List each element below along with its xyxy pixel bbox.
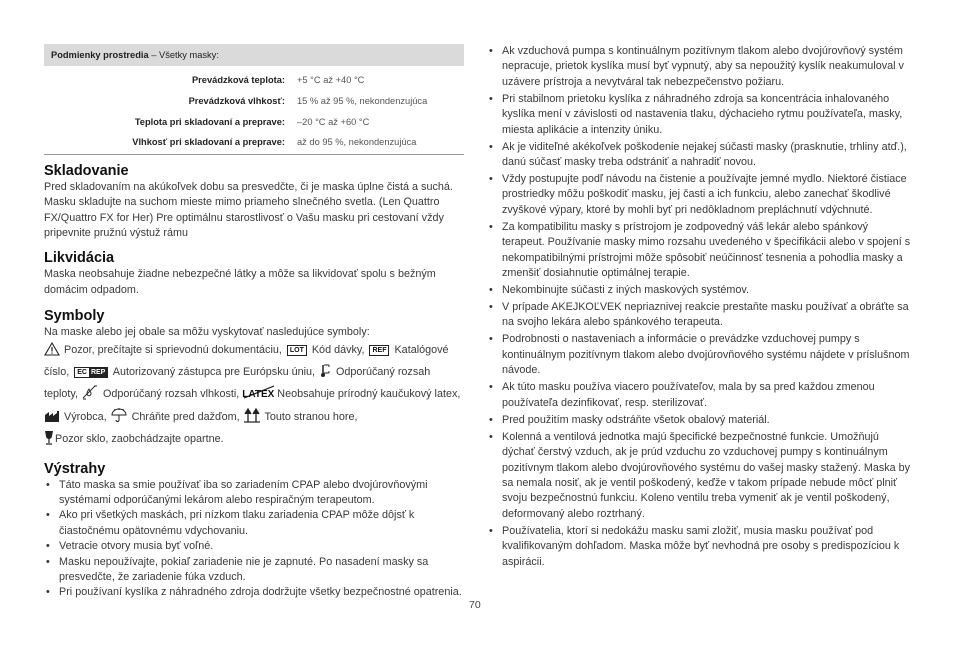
- environment-row: [44, 70, 464, 91]
- page-number: 70: [469, 599, 481, 611]
- list-item: • Ak vzduchová pumpa s kontinuálnym pozitívnym tlakom alebo dvojúrovňový systém nepracuje, prietok kyslíka musí byť vypnutý, aby sa nepoužitý kyslík neakumuloval v uzávere prístroja a nevytváral tak nebezpečenstvo požiaru.: [487, 44, 911, 90]
- disposal-title: Likvidácia: [44, 250, 115, 267]
- env-row-label: Prevádzková vlhkosť:: [188, 96, 285, 107]
- warnings-list-left: [44, 478, 464, 601]
- latex-icon: [242, 385, 274, 404]
- temp-text: Odporúčaný rozsah teploty,: [44, 365, 431, 400]
- ec-text: Autorizovaný zástupca pre Európsku úniu,: [110, 365, 319, 378]
- list-item: • Pred použitím masky odstráňte všetok obalový materiál.: [487, 413, 911, 428]
- env-row-label: Prevádzková teplota:: [191, 75, 285, 86]
- list-item: • Ak je viditeľné akékoľvek poškodenie nejakej súčasti masky (prasknutie, trhliny atď.), danú súčasť masky treba odstrániť a nahradiť novou.: [487, 140, 911, 171]
- environment-heading-bold: Podmienky prostredia: [51, 50, 149, 60]
- list-item: • Vetracie otvory musia byť voľné.: [44, 539, 464, 554]
- caution-icon: [44, 342, 60, 363]
- ref-text: Katalógové číslo,: [44, 343, 449, 378]
- environment-row: [44, 132, 464, 153]
- storage-title: Skladovanie: [44, 162, 129, 179]
- list-item: • Za kompatibilitu masky s prístrojom je zodpovedný váš lekár alebo spánkový terapeut. Používanie masky mimo rozsahu uvedeného v špecifikácii alebo v spojení s nekompatibilnými prístrojmi môže spôsobiť neúčinnosť tesnenia a pohodlia masky a zmenšiť dosiahnutie optimálnej terapie.: [487, 220, 911, 282]
- ec-rep-icon-left: EC: [77, 368, 87, 376]
- list-item: • Pri používaní kyslíka z náhradného zdroja dodržujte všetky bezpečnostné opatrenia.: [44, 585, 464, 600]
- glass-text: Pozor sklo, zaobchádzajte opartne.: [55, 432, 224, 445]
- caution-text: Pozor, prečítajte si sprievodnú dokumentáciu,: [61, 343, 285, 356]
- warnings-list-right: [487, 44, 911, 570]
- environment-table: [44, 44, 464, 155]
- symbols-intro: Na maske alebo jej obale sa môžu vyskytovať nasledujúce symboly:: [44, 326, 370, 339]
- lot-text: Kód dávky,: [308, 343, 368, 356]
- symbols-title: Symboly: [44, 308, 105, 325]
- list-item: • Vždy postupujte podľ návodu na čistenie a používajte jemné mydlo. Niektoré čistiace prostriedky môžu poškodiť masku, jej časti a ich funkciu, alebo zanechať škodlivé zvyškové výpary, ktoré by mohli byť pri nedôkladnom prepláchnutí vdýchnuté.: [487, 172, 911, 218]
- humidity-text: Odporúčaný rozsah vlhkosti,: [100, 387, 243, 400]
- list-item: • Ako pri všetkých maskách, pri nízkom tlaku zariadenia CPAP môže dôjsť k čiastočnému opätovnému vdychovaniu.: [44, 508, 464, 539]
- list-item: • Ak túto masku používa viacero používateľov, mala by sa pred každou zmenou používateľa dezinfikovať, resp. sterilizovať.: [487, 380, 911, 411]
- table-divider: [44, 154, 464, 155]
- list-item: • V prípade AKEJKOĽVEK nepriaznivej reakcie prestaňte masku používať a obráťte sa na svojho lekára alebo spánkového terapeuta.: [487, 300, 911, 331]
- env-row-value: až do 95 %, nekondenzujúca: [297, 137, 417, 148]
- latex-icon-label: LATEX: [242, 388, 275, 400]
- ref-icon: REF: [369, 345, 389, 356]
- list-item: • Používatelia, ktorí si nedokážu masku sami zložiť, musia masku používať pod kvalifikovaným dohľadom. Maska môže byť nevhodná pre osoby s predispozíciou k aspirácii.: [487, 524, 911, 570]
- env-row-label: Teplota pri skladovaní a preprave:: [134, 116, 285, 127]
- list-item: • Kolenná a ventilová jednotka majú špecifické bezpečnostné funkcie. Umožňujú dýchať čerstvý vzduch, ak je prúd vzduchu zo vzduchovej pumpy s kontinuálnym pozitívnym tlakom alebo dvojúrovňového systému do vašej masky stažený. Maska by sa nemala nosiť, ak je ventil poškodený, keďže v takom prípade nebude môcť plniť svoju bezpečnostnú funkciu. Koleno ventilu treba vymeniť ak je ventil poškodený, deformovaný alebo roztrhaný.: [487, 430, 911, 522]
- fragile-glass-icon: [44, 430, 54, 452]
- disposal-section: [44, 250, 464, 298]
- list-item: • Podrobnosti o nastaveniach a informácie o prevádzke vzduchovej pumpy s kontinuálnym pozitívnym tlakom alebo dvojúrovňového systému nájdete v príslušnom návode.: [487, 332, 911, 378]
- symbols-list: [44, 341, 464, 452]
- list-item: • Masku nepoužívajte, pokiaľ zariadenie nie je zapnuté. Po nasadení masky sa presvedčte, že zariadenie fúka vzduch.: [44, 555, 464, 586]
- umbrella-icon: [110, 408, 128, 430]
- warnings-section: [44, 461, 464, 601]
- thermometer-icon: [318, 363, 332, 385]
- humidity-icon: [81, 385, 99, 407]
- storage-section: [44, 163, 464, 242]
- warnings-title: Výstrahy: [44, 460, 106, 477]
- manufacturer-text: Výrobca,: [61, 410, 110, 423]
- env-row-value: +5 °C až +40 °C: [297, 75, 365, 86]
- ec-rep-icon: [74, 367, 108, 378]
- storage-text: Pred skladovaním na akúkoľvek dobu sa presvedčte, či je maska úplne čistá a suchá. Masku skladujte na suchom mieste mimo priameho slnečného svetla. (Len Quattro FX/Quattro FX for Her) Pre optimálnu starostlivosť o Vašu masku pri cestovaní vždy pripevnite pružnú výstuž rámu: [44, 180, 453, 239]
- ec-rep-icon-right: REP: [90, 368, 106, 376]
- environment-row: [44, 111, 464, 132]
- list-item: • Nekombinujte súčasti z iných maskových systémov.: [487, 283, 911, 298]
- this-way-up-icon: [243, 407, 261, 430]
- list-item: • Táto maska sa smie používať iba so zariadením CPAP alebo dvojúrovňovými systémami odporúčanými lekárom alebo respiračným terapeutom.: [44, 478, 464, 509]
- dry-text: Chráňte pred dažďom,: [128, 410, 243, 423]
- environment-table-header: [44, 44, 464, 66]
- env-row-label: Vlhkosť pri skladovaní a preprave:: [132, 137, 285, 148]
- up-text: Touto stranou hore,: [261, 410, 358, 423]
- list-item: • Pri stabilnom prietoku kyslíka z náhradného zdroja sa koncentrácia inhalovaného kyslíka mení v závislosti od nastavenia tlaku, dýchacieho rytmu používateľa, masky, miesta aplikácie a intenzity úniku.: [487, 92, 911, 138]
- left-column: [44, 44, 464, 601]
- env-row-value: 15 % až 95 %, nekondenzujúca: [297, 96, 428, 107]
- environment-row: [44, 91, 464, 112]
- lot-icon: LOT: [287, 345, 307, 356]
- manufacturer-icon: [44, 410, 60, 430]
- disposal-text: Maska neobsahuje žiadne nebezpečné látky a môže sa likvidovať spolu s bežným domácim odpadom.: [44, 268, 436, 296]
- environment-heading-rest: – Všetky masky:: [148, 50, 219, 60]
- right-column: [487, 44, 911, 572]
- latex-text: Neobsahuje prírodný kaučukový latex,: [274, 387, 461, 400]
- env-row-value: –20 °C až +60 °C: [297, 116, 370, 127]
- symbols-section: [44, 308, 464, 451]
